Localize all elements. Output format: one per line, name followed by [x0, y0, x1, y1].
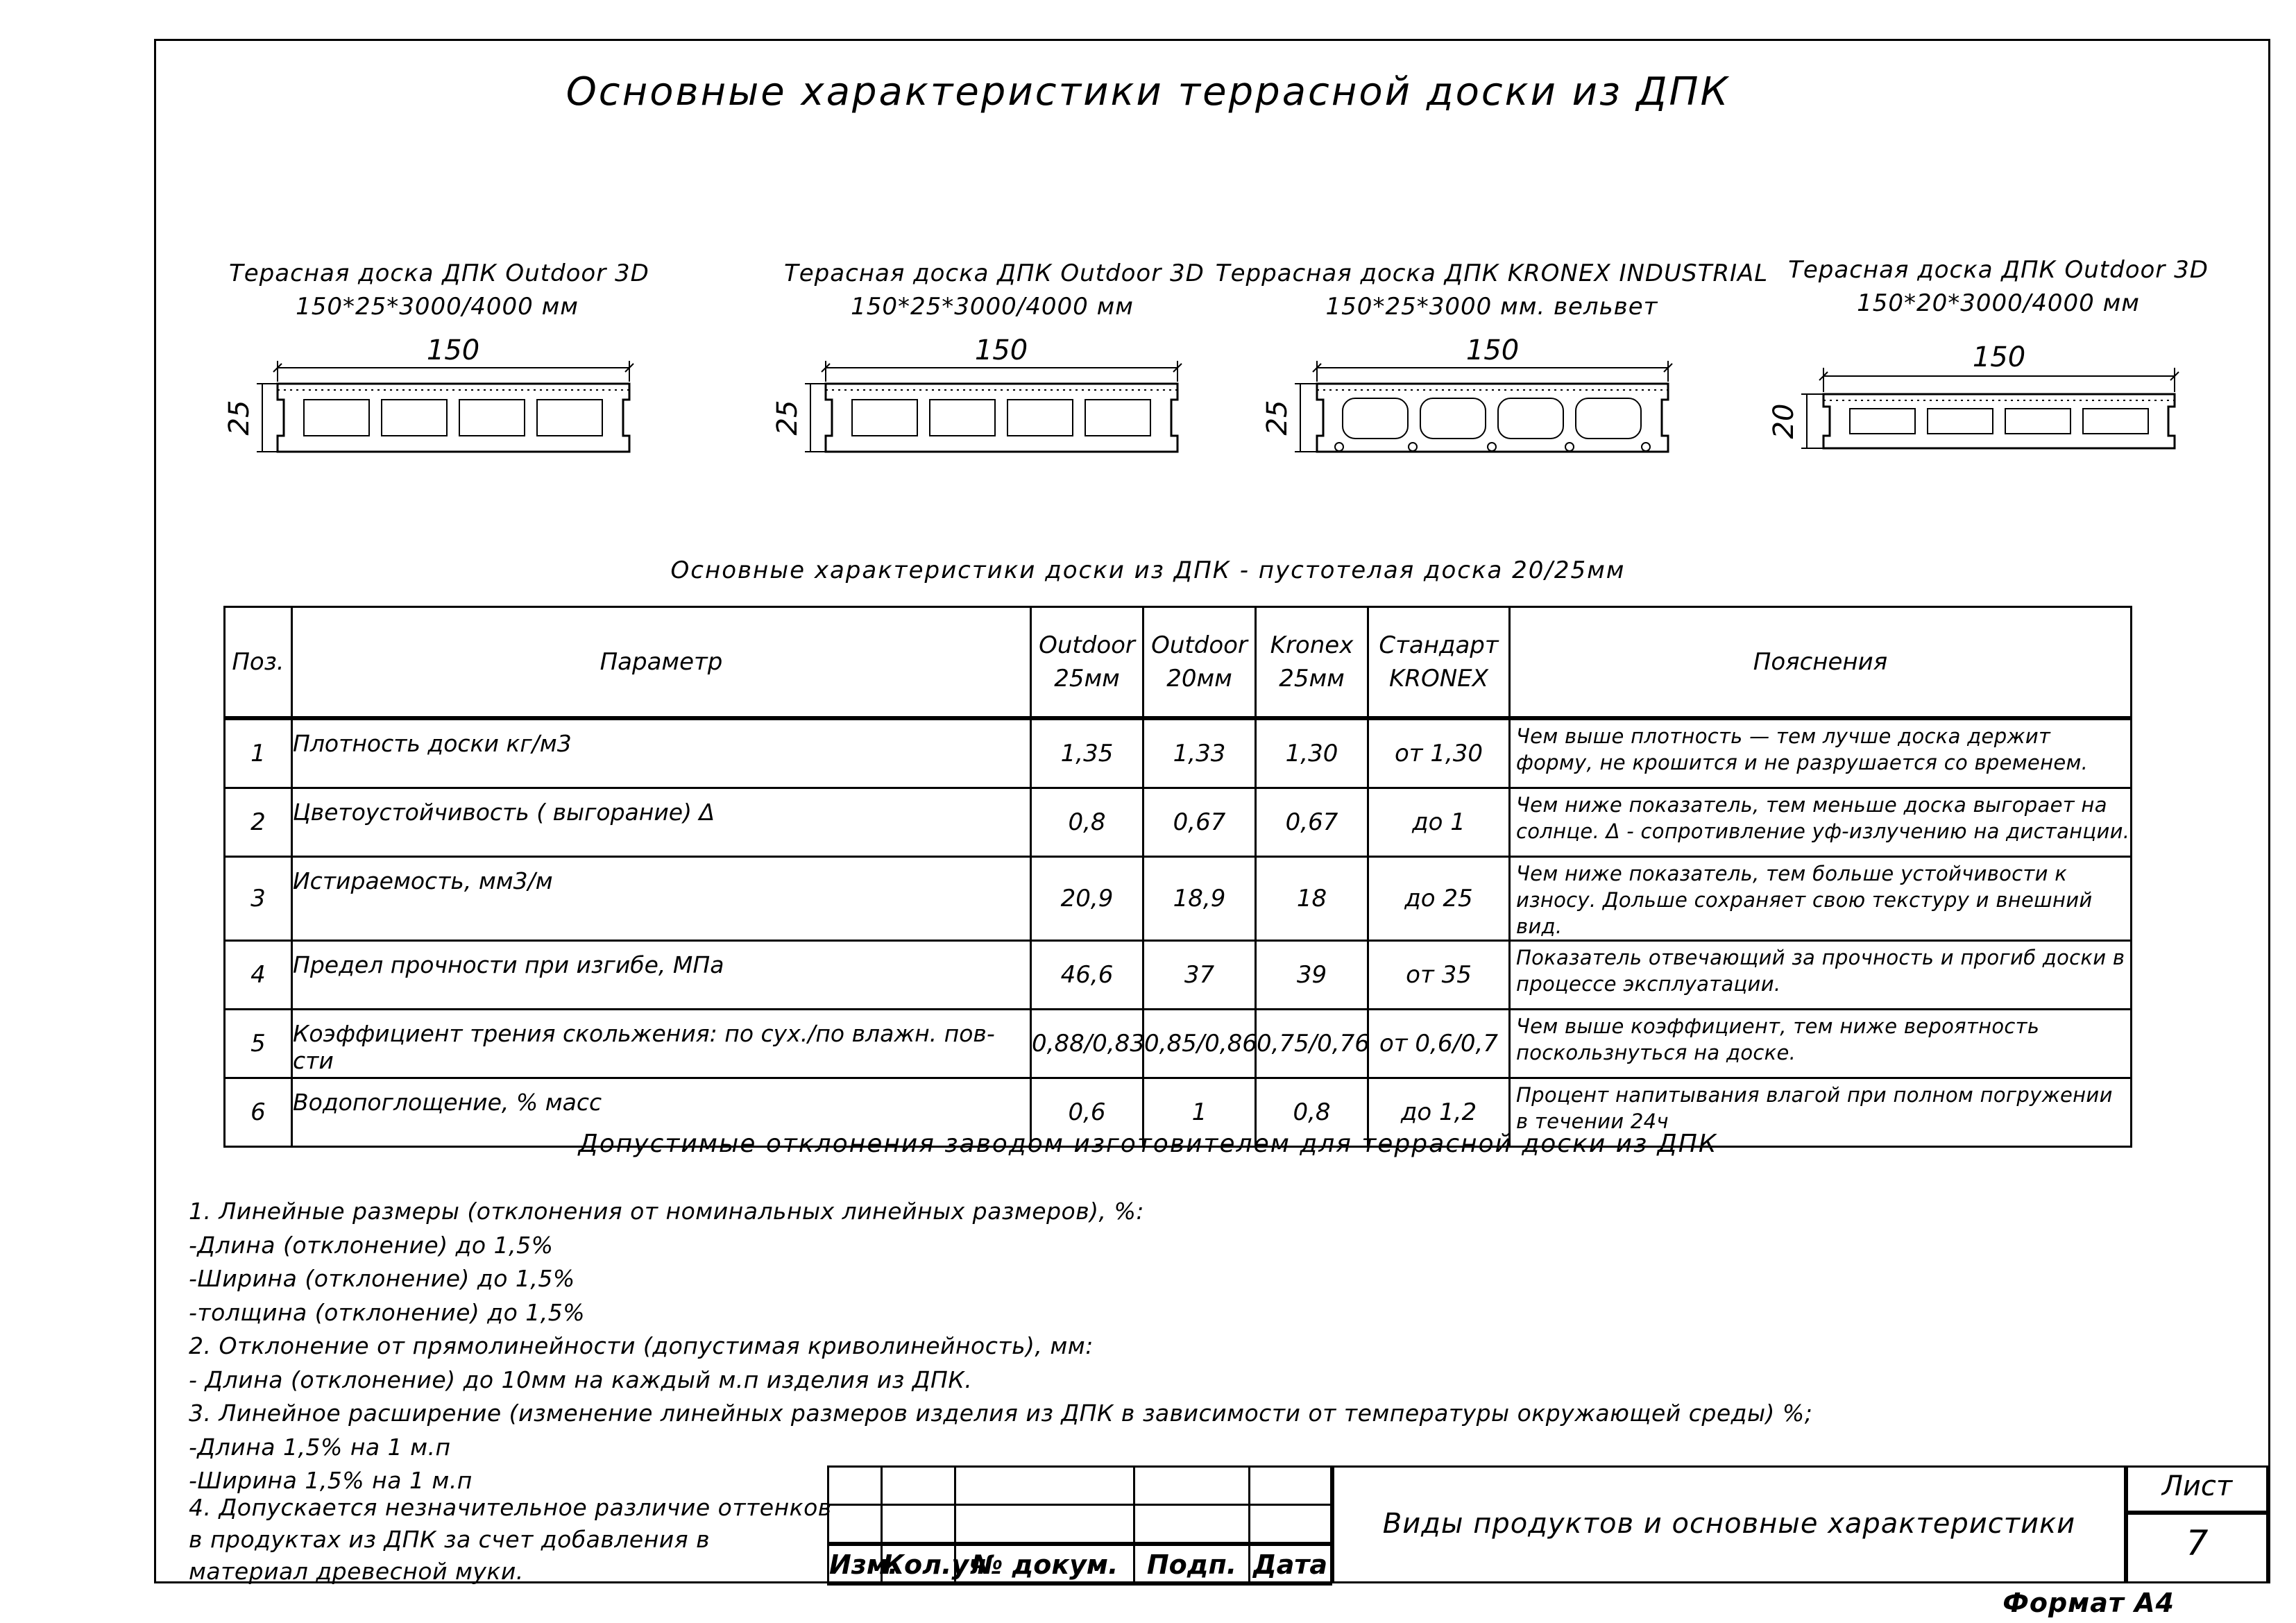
cell-note: Чем выше плотность — тем лучше доска держит форму, не крошится и не разрушается со временем. — [1510, 718, 2132, 788]
profile-size: 150*25*3000 мм. вельвет — [1325, 293, 1658, 321]
deviation-line: - Длина (отклонение) до 10мм на каждый м.п изделия из ДПК. — [189, 1366, 973, 1393]
width-label: 150 — [1972, 341, 2026, 373]
cell-value: 1,30 — [1256, 718, 1368, 788]
deviation-line: -Длина (отклонение) до 1,5% — [189, 1231, 554, 1259]
label-kol-uch: Кол.уч — [882, 1544, 955, 1585]
width-label: 150 — [974, 334, 1028, 366]
cell-param: Коэффициент трения скольжения: по сух./по влажн. пов-сти — [292, 1010, 1031, 1078]
cell-note: Чем ниже показатель, тем больше устойчивости к износу. Дольше сохраняет свою текстуру и внешний вид. — [1510, 857, 2132, 941]
deviation-note-line: в продуктах из ДПК за счет добавления в — [189, 1526, 711, 1553]
height-label: 25 — [772, 400, 803, 436]
label-date: Дата — [1250, 1544, 1332, 1585]
cell-value: 1,33 — [1143, 718, 1256, 788]
deviations-list — [189, 1195, 1812, 1498]
title-block-name — [1330, 1465, 2126, 1583]
cell-value: 0,67 — [1143, 788, 1256, 857]
profile-name: Терасная доска ДПК Outdoor 3D — [1788, 256, 2209, 284]
cell-pos: 3 — [225, 857, 292, 941]
header-col4: Стандарт KRONEX — [1368, 607, 1510, 719]
deviation-line: -Ширина 1,5% на 1 м.п — [189, 1467, 473, 1494]
deviation-line: 2. Отклонение от прямолинейности (допустимая криволинейность), мм: — [189, 1332, 1094, 1359]
title-block — [827, 1465, 2268, 1583]
header-col2: Outdoor 20мм — [1143, 607, 1256, 719]
cell-value: 0,8 — [1031, 788, 1143, 857]
cell-value: 0,8 — [1256, 1078, 1368, 1147]
cell-param: Водопоглощение, % масс — [292, 1078, 1031, 1147]
cell-value: 18 — [1256, 857, 1368, 941]
label-izm: Изм. — [828, 1544, 882, 1585]
table-header-row — [225, 607, 2132, 719]
cell-value: 0,75/0,76 — [1256, 1010, 1368, 1078]
cell-value: 1,35 — [1031, 718, 1143, 788]
profile-drawing — [1249, 334, 1693, 458]
profile-size: 150*25*3000/4000 мм — [296, 293, 579, 321]
deviation-line: -Длина 1,5% на 1 м.п — [189, 1433, 451, 1461]
sheet-box — [2124, 1465, 2268, 1583]
cell-param: Цветоустойчивость ( выгорание) Δ — [292, 788, 1031, 857]
profile-drawing — [223, 334, 652, 458]
width-label: 150 — [426, 334, 480, 366]
deviations-note — [189, 1492, 832, 1588]
profile-title — [1214, 257, 1769, 323]
cell-value: от 35 — [1368, 941, 1510, 1010]
spec-table — [223, 606, 2132, 1148]
profile-drawing — [1762, 341, 2206, 451]
height-label: 20 — [1768, 403, 1800, 439]
profile-title — [229, 257, 649, 323]
cell-value: 0,6 — [1031, 1078, 1143, 1147]
cell-note: Чем выше коэффициент, тем ниже вероятность поскользнуться на доске. — [1510, 1010, 2132, 1078]
table-row — [225, 857, 2132, 941]
table-row — [225, 1010, 2132, 1078]
sheet-number: 7 — [2186, 1523, 2209, 1563]
cell-pos: 6 — [225, 1078, 292, 1147]
cell-value: 18,9 — [1143, 857, 1256, 941]
page-title: Основные характеристики террасной доски из ДПК — [566, 69, 1730, 114]
cell-value: от 1,30 — [1368, 718, 1510, 788]
profile-title — [784, 257, 1205, 323]
profile-name: Терасная доска ДПК Outdoor 3D — [784, 260, 1205, 287]
height-label: 25 — [1261, 400, 1293, 436]
profile-title — [1783, 253, 2213, 320]
cell-value: 39 — [1256, 941, 1368, 1010]
sheet-label: Лист — [2128, 1470, 2266, 1515]
header-col1: Outdoor 25мм — [1031, 607, 1143, 719]
cell-value: 1 — [1143, 1078, 1256, 1147]
table-row — [225, 788, 2132, 857]
header-pos: Поз. — [225, 607, 292, 719]
header-notes: Пояснения — [1510, 607, 2132, 719]
deviation-line: -Ширина (отклонение) до 1,5% — [189, 1265, 575, 1292]
revision-labels — [828, 1544, 1332, 1585]
cell-param: Истираемость, мм3/м — [292, 857, 1031, 941]
cell-value: 20,9 — [1031, 857, 1143, 941]
deviation-line: 1. Линейные размеры (отклонения от номинальных линейных размеров), %: — [189, 1198, 1144, 1225]
profile-name: Терасная доска ДПК Outdoor 3D — [229, 260, 649, 287]
revision-grid — [827, 1465, 1332, 1586]
table-title: Основные характеристики доски из ДПК - пустотелая доска 20/25мм — [670, 556, 1626, 584]
cell-value: до 25 — [1368, 857, 1510, 941]
label-sign: Подп. — [1134, 1544, 1250, 1585]
height-label: 25 — [223, 400, 255, 436]
cell-value: до 1,2 — [1368, 1078, 1510, 1147]
cell-param: Плотность доски кг/м3 — [292, 718, 1031, 788]
deviation-line: 3. Линейное расширение (изменение линейных размеров изделия из ДПК в зависимости от температуры окружающей среды) %; — [189, 1400, 1813, 1427]
profile-name: Террасная доска ДПК KRONEX INDUSTRIAL — [1215, 260, 1769, 287]
header-col3: Kronex 25мм — [1256, 607, 1368, 719]
cell-value: до 1 — [1368, 788, 1510, 857]
cell-note: Процент напитывания влагой при полном погружении в течении 24ч — [1510, 1078, 2132, 1147]
profile-drawing — [772, 334, 1200, 458]
deviation-note-line: материал древесной муки. — [189, 1558, 524, 1585]
cell-note: Чем ниже показатель, тем меньше доска выгорает на солнце. Δ - сопротивление уф-излучению на дистанции. — [1510, 788, 2132, 857]
deviation-note-line: 4. Допускается незначительное различие оттенков — [189, 1494, 832, 1521]
cell-pos: 4 — [225, 941, 292, 1010]
header-param: Параметр — [292, 607, 1031, 719]
profile-size: 150*20*3000/4000 мм — [1857, 289, 2140, 317]
cell-note: Показатель отвечающий за прочность и прогиб доски в процессе эксплуатации. — [1510, 941, 2132, 1010]
format-label: Формат А4 — [2002, 1588, 2175, 1618]
cell-value: от 0,6/0,7 — [1368, 1010, 1510, 1078]
cell-value: 0,67 — [1256, 788, 1368, 857]
cell-param: Предел прочности при изгибе, МПа — [292, 941, 1031, 1010]
table-row — [225, 718, 2132, 788]
cell-value: 37 — [1143, 941, 1256, 1010]
cell-value: 0,88/0,83 — [1031, 1010, 1143, 1078]
cell-pos: 5 — [225, 1010, 292, 1078]
cell-pos: 2 — [225, 788, 292, 857]
deviations-title: Допустимые отклонения заводом изготовителем для террасной доски из ДПК — [578, 1130, 1718, 1158]
cell-pos: 1 — [225, 718, 292, 788]
profile-size: 150*25*3000/4000 мм — [851, 293, 1134, 321]
label-doc-num: № докум. — [955, 1544, 1134, 1585]
width-label: 150 — [1465, 334, 1520, 366]
cell-value: 0,85/0,86 — [1143, 1010, 1256, 1078]
sheet-title: Виды продуктов и основные характеристики — [1382, 1508, 2076, 1540]
deviation-line: -толщина (отклонение) до 1,5% — [189, 1298, 586, 1326]
cell-value: 46,6 — [1031, 941, 1143, 1010]
table-row — [225, 941, 2132, 1010]
